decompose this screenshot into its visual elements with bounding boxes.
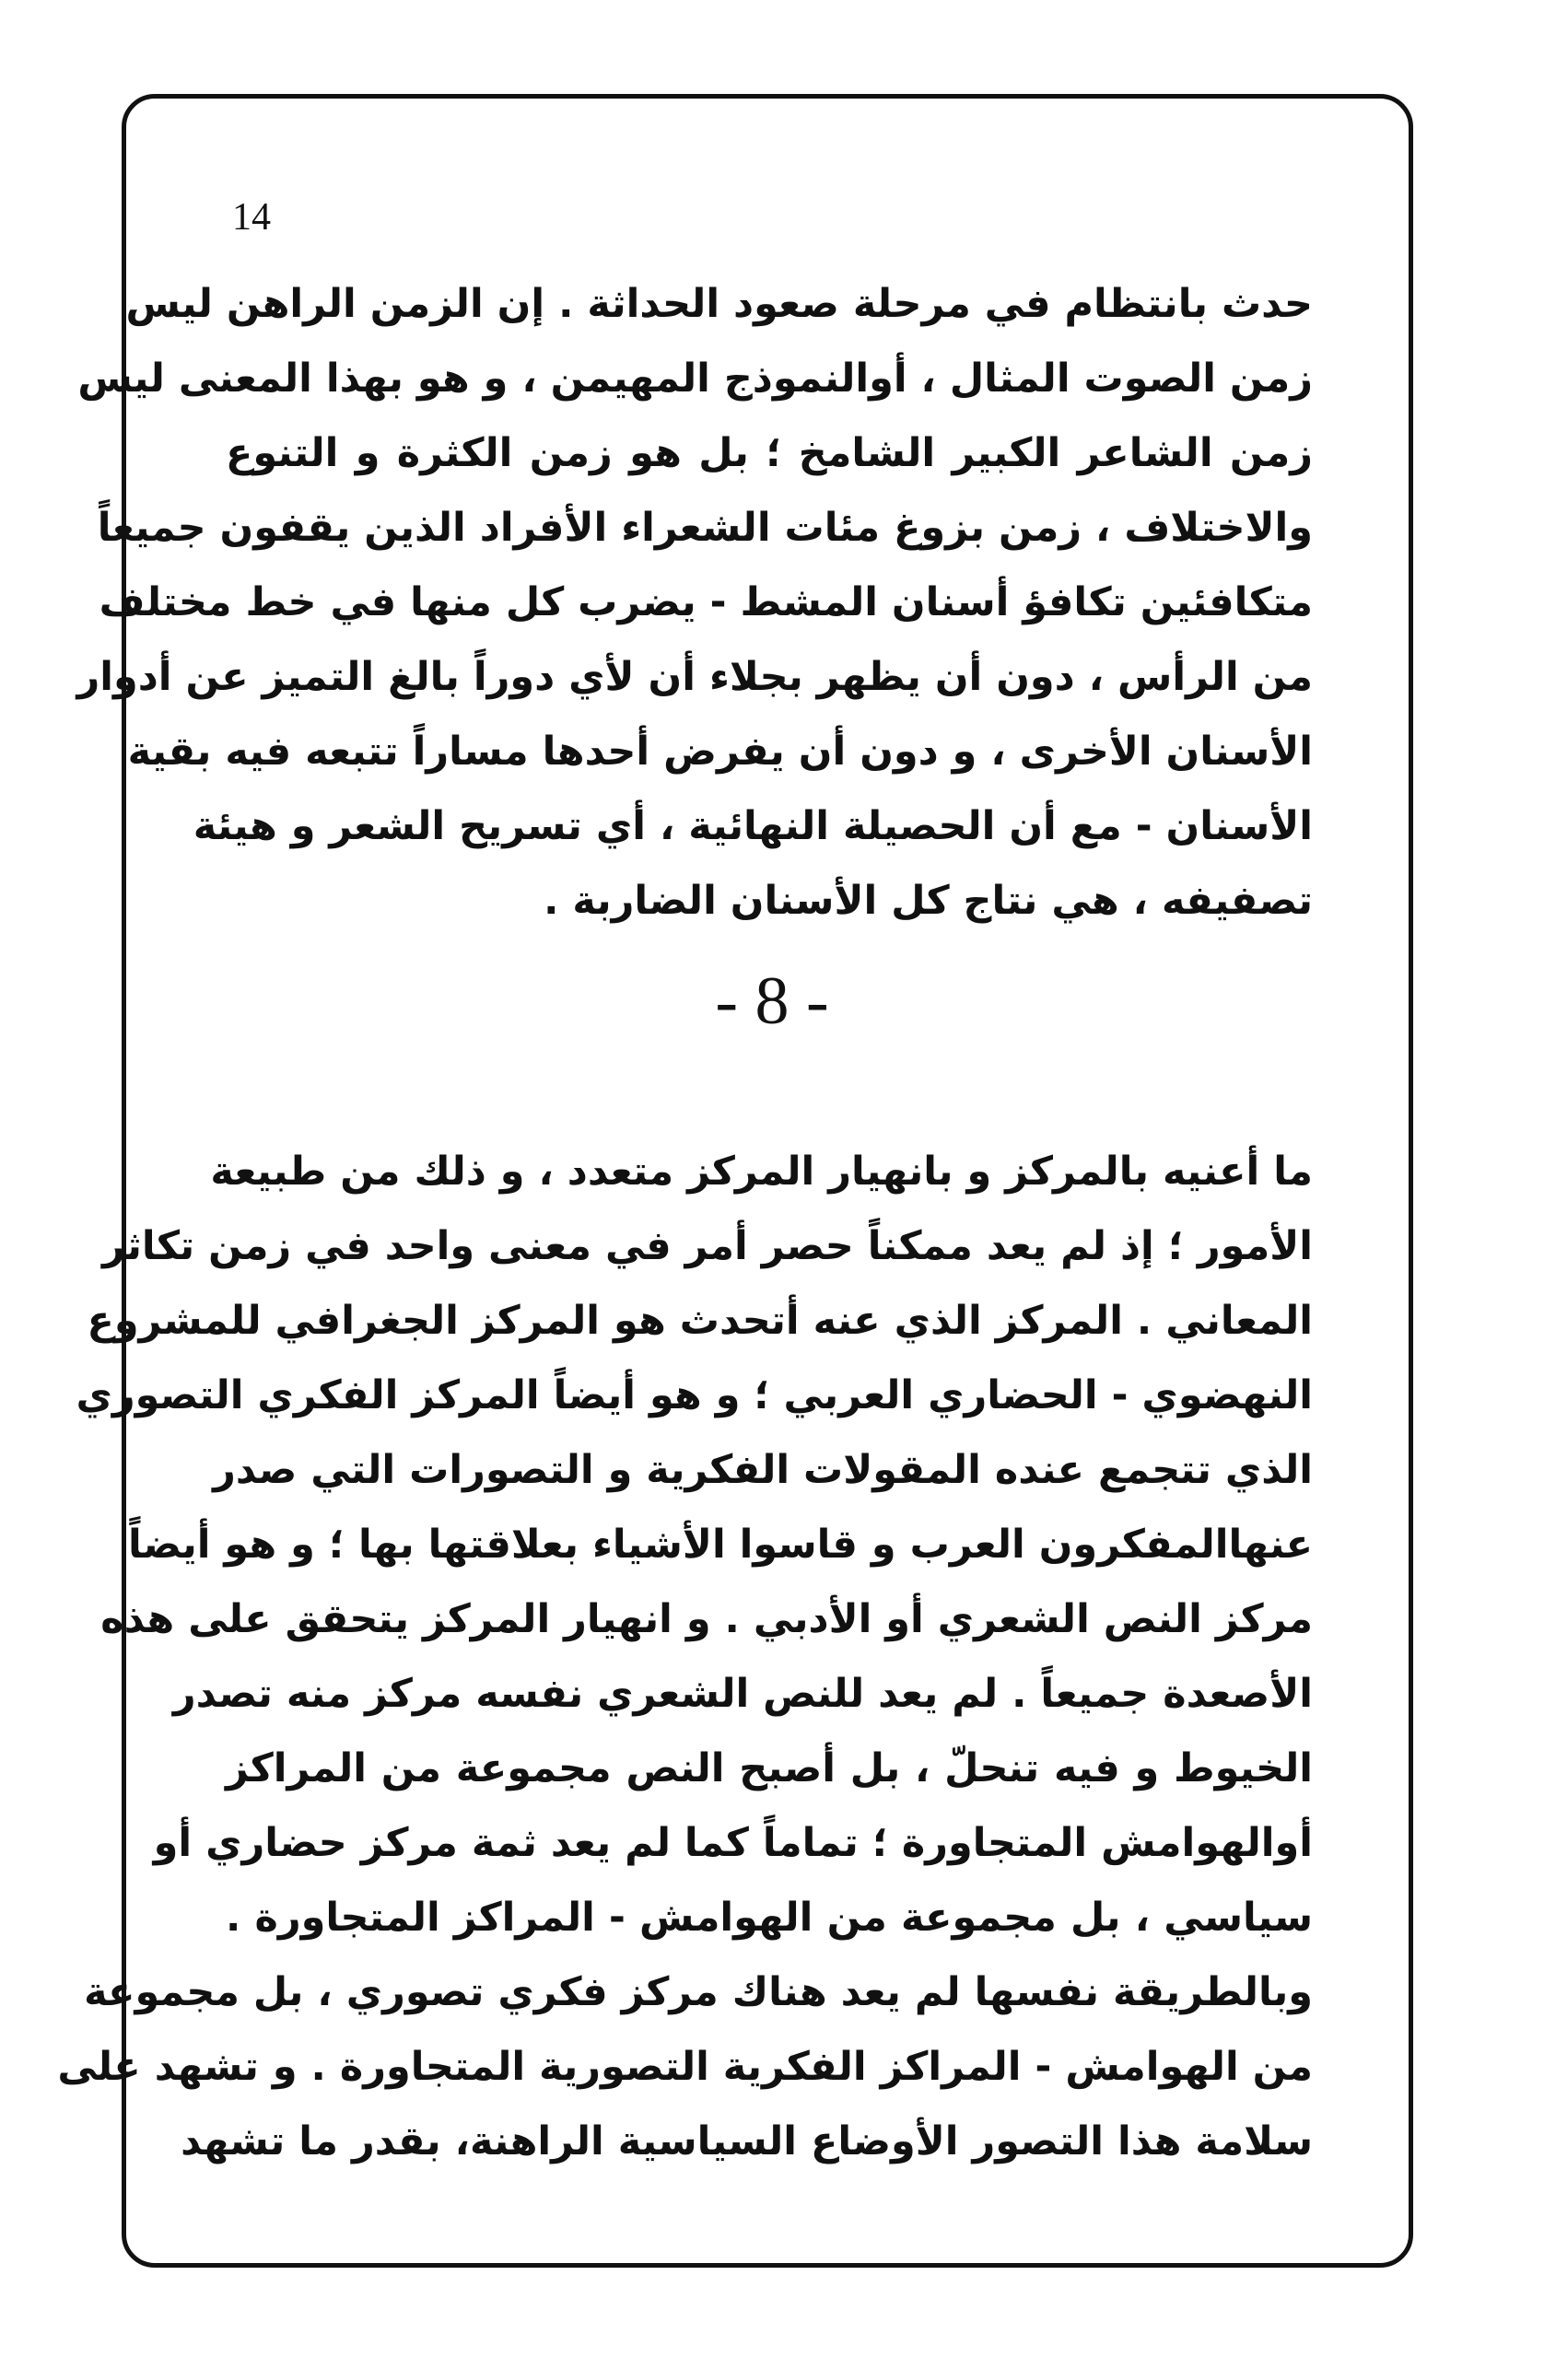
text-line: والاختلاف ، زمن بزوغ مئات الشعراء الأفراد الذين يقفون جميعاً (97, 505, 1313, 551)
text-line: من الرأس ، دون أن يظهر بجلاء أن لأي دوراً بالغ التميز عن أدوار (76, 654, 1313, 700)
page-number: 14 (232, 196, 271, 239)
text-line: النهضوي - الحضاري العربي ؛ و هو أيضاً المركز الفكري التصوري (76, 1372, 1313, 1418)
text-line: زمن الشاعر الكبير الشامخ ؛ بل هو زمن الكثرة و التنوع (226, 430, 1313, 476)
text-line: أوالهوامش المتجاورة ؛ تماماً كما لم يعد ثمة مركز حضاري أو (153, 1820, 1313, 1866)
text-line: سياسي ، بل مجموعة من الهوامش - المراكز المتجاورة . (226, 1895, 1313, 1941)
text-line: ما أعنيه بالمركز و بانهيار المركز متعدد ، و ذلك من طبيعة (210, 1149, 1313, 1195)
text-line: الأسنان - مع أن الحصيلة النهائية ، أي تسريح الشعر و هيئة (193, 803, 1313, 849)
text-line: من الهوامش - المراكز الفكرية التصورية المتجاورة . و تشهد على (57, 2044, 1313, 2090)
paragraph-2 (57, 1135, 1313, 2179)
text-line: الأمور ؛ إذ لم يعد ممكناً حصر أمر في معنى واحد في زمن تكاثر (101, 1223, 1313, 1269)
text-line: الأصعدة جميعاً . لم يعد للنص الشعري نفسه مركز منه تصدر (172, 1671, 1313, 1717)
text-line: وبالطريقة نفسها لم يعد هناك مركز فكري تصوري ، بل مجموعة (84, 1969, 1313, 2015)
text-line: الأسنان الأخرى ، و دون أن يفرض أحدها مساراً تتبعه فيه بقية (127, 729, 1313, 775)
text-line: تصفيفه ، هي نتاج كل الأسنان الضاربة . (544, 878, 1313, 924)
text-line: حدث بانتظام في مرحلة صعود الحداثة . إن الزمن الراهن ليس (125, 281, 1313, 327)
text-line: المعاني . المركز الذي عنه أتحدث هو المركز الجغرافي للمشروع (87, 1298, 1313, 1344)
text-line: متكافئين تكافؤ أسنان المشط - يضرب كل منها في خط مختلف (99, 579, 1313, 625)
text-line: عنهاالمفكرون العرب و قاسوا الأشياء بعلاقتها بها ؛ و هو أيضاً (128, 1522, 1313, 1568)
text-line: الذي تتجمع عنده المقولات الفكرية و التصورات التي صدر (213, 1447, 1313, 1493)
text-line: سلامة هذا التصور الأوضاع السياسية الراهنة، بقدر ما تشهد (181, 2118, 1313, 2164)
text-line: زمن الصوت المثال ، أوالنموذج المهيمن ، و هو بهذا المعنى ليس (77, 356, 1313, 402)
paragraph-1 (76, 267, 1313, 939)
text-line: الخيوط و فيه تنحلّ ، بل أصبح النص مجموعة من المراكز (226, 1745, 1313, 1791)
text-line: مركز النص الشعري أو الأدبي . و انهيار المركز يتحقق على هذه (100, 1596, 1313, 1642)
section-number: - 8 - (715, 963, 829, 1039)
